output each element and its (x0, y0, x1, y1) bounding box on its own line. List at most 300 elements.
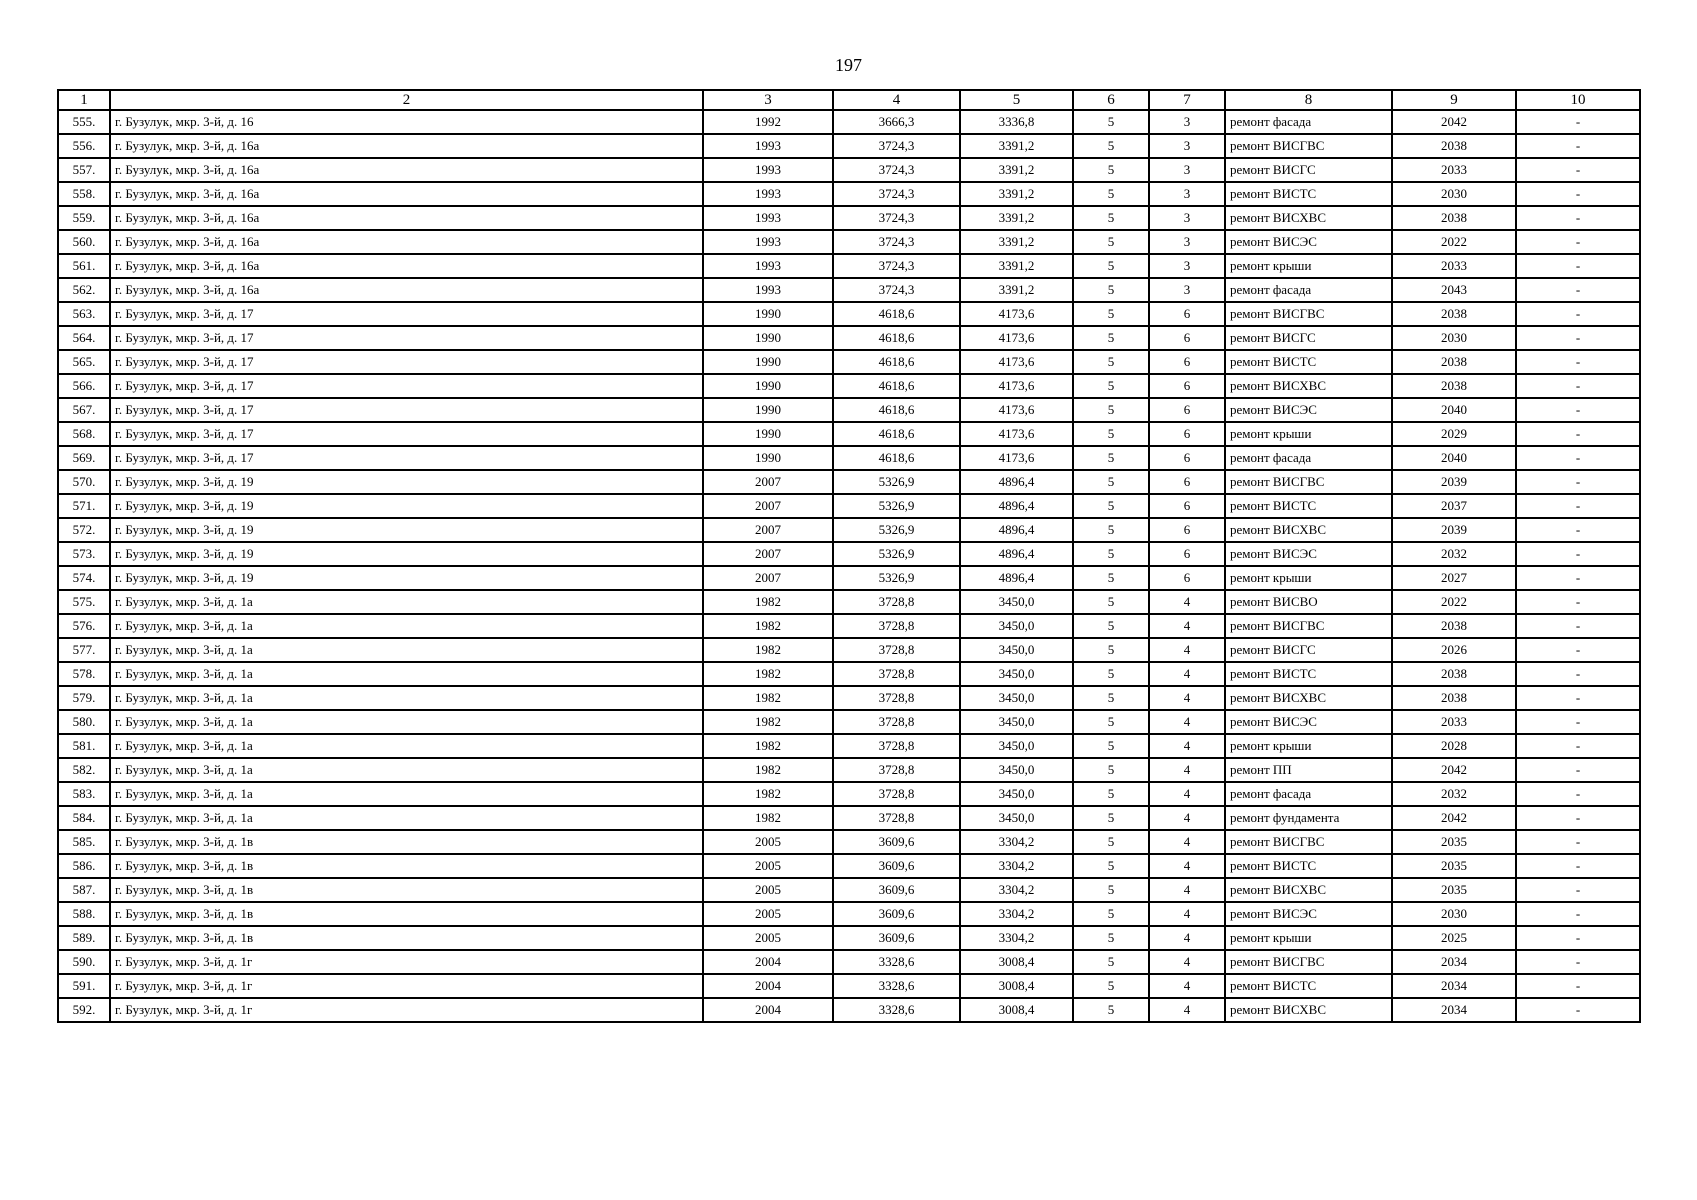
cell-note: - (1516, 710, 1640, 734)
cell-entrances: 6 (1149, 302, 1225, 326)
cell-note: - (1516, 110, 1640, 134)
cell-entrances: 4 (1149, 830, 1225, 854)
cell-living-area: 4173,6 (960, 374, 1073, 398)
column-header-1: 1 (58, 90, 110, 110)
cell-planned-year: 2038 (1392, 662, 1516, 686)
table-row (58, 182, 1640, 206)
cell-row-number: 555. (58, 110, 110, 134)
cell-entrances: 4 (1149, 734, 1225, 758)
cell-address: г. Бузулук, мкр. 3-й, д. 17 (110, 326, 703, 350)
table-row (58, 158, 1640, 182)
cell-living-area: 3450,0 (960, 638, 1073, 662)
cell-total-area: 5326,9 (833, 470, 960, 494)
cell-address: г. Бузулук, мкр. 3-й, д. 1в (110, 830, 703, 854)
cell-row-number: 590. (58, 950, 110, 974)
table-row (58, 614, 1640, 638)
cell-floors: 5 (1073, 302, 1149, 326)
table-row (58, 854, 1640, 878)
cell-construction-year: 2005 (703, 878, 833, 902)
cell-work-type: ремонт ВИСГВС (1225, 134, 1392, 158)
cell-entrances: 4 (1149, 590, 1225, 614)
cell-row-number: 577. (58, 638, 110, 662)
cell-address: г. Бузулук, мкр. 3-й, д. 19 (110, 542, 703, 566)
cell-note: - (1516, 254, 1640, 278)
cell-work-type: ремонт ВИСХВС (1225, 374, 1392, 398)
cell-work-type: ремонт ВИСХВС (1225, 686, 1392, 710)
cell-note: - (1516, 758, 1640, 782)
cell-work-type: ремонт ВИСГС (1225, 158, 1392, 182)
table-row (58, 254, 1640, 278)
table-row (58, 302, 1640, 326)
cell-row-number: 559. (58, 206, 110, 230)
cell-work-type: ремонт фасада (1225, 446, 1392, 470)
table-row (58, 374, 1640, 398)
cell-work-type: ремонт ВИСГВС (1225, 470, 1392, 494)
cell-work-type: ремонт фасада (1225, 782, 1392, 806)
cell-work-type: ремонт фасада (1225, 278, 1392, 302)
cell-entrances: 6 (1149, 326, 1225, 350)
cell-planned-year: 2038 (1392, 134, 1516, 158)
cell-total-area: 3728,8 (833, 614, 960, 638)
cell-work-type: ремонт ВИСЭС (1225, 902, 1392, 926)
cell-living-area: 3391,2 (960, 230, 1073, 254)
cell-construction-year: 1990 (703, 350, 833, 374)
cell-work-type: ремонт ВИСХВС (1225, 998, 1392, 1022)
cell-total-area: 3609,6 (833, 902, 960, 926)
cell-total-area: 4618,6 (833, 398, 960, 422)
cell-entrances: 4 (1149, 998, 1225, 1022)
cell-planned-year: 2039 (1392, 518, 1516, 542)
cell-address: г. Бузулук, мкр. 3-й, д. 16а (110, 278, 703, 302)
cell-floors: 5 (1073, 398, 1149, 422)
cell-row-number: 591. (58, 974, 110, 998)
cell-total-area: 3609,6 (833, 878, 960, 902)
cell-planned-year: 2032 (1392, 542, 1516, 566)
table-row (58, 662, 1640, 686)
cell-total-area: 4618,6 (833, 350, 960, 374)
cell-total-area: 3728,8 (833, 782, 960, 806)
cell-work-type: ремонт ВИСЭС (1225, 398, 1392, 422)
cell-living-area: 3450,0 (960, 758, 1073, 782)
cell-work-type: ремонт ВИСГВС (1225, 614, 1392, 638)
cell-floors: 5 (1073, 182, 1149, 206)
cell-address: г. Бузулук, мкр. 3-й, д. 1а (110, 590, 703, 614)
cell-note: - (1516, 518, 1640, 542)
cell-work-type: ремонт фундамента (1225, 806, 1392, 830)
cell-note: - (1516, 542, 1640, 566)
cell-living-area: 4896,4 (960, 566, 1073, 590)
cell-floors: 5 (1073, 950, 1149, 974)
cell-address: г. Бузулук, мкр. 3-й, д. 1а (110, 710, 703, 734)
cell-address: г. Бузулук, мкр. 3-й, д. 1а (110, 734, 703, 758)
cell-living-area: 4896,4 (960, 470, 1073, 494)
cell-planned-year: 2039 (1392, 470, 1516, 494)
cell-floors: 5 (1073, 206, 1149, 230)
cell-floors: 5 (1073, 998, 1149, 1022)
cell-note: - (1516, 302, 1640, 326)
table-row (58, 350, 1640, 374)
cell-address: г. Бузулук, мкр. 3-й, д. 19 (110, 470, 703, 494)
cell-note: - (1516, 134, 1640, 158)
table-row (58, 830, 1640, 854)
cell-entrances: 4 (1149, 926, 1225, 950)
cell-note: - (1516, 662, 1640, 686)
cell-total-area: 3728,8 (833, 686, 960, 710)
cell-living-area: 3008,4 (960, 950, 1073, 974)
cell-planned-year: 2033 (1392, 710, 1516, 734)
cell-planned-year: 2034 (1392, 998, 1516, 1022)
cell-entrances: 4 (1149, 686, 1225, 710)
cell-address: г. Бузулук, мкр. 3-й, д. 16а (110, 134, 703, 158)
cell-row-number: 580. (58, 710, 110, 734)
table-row (58, 278, 1640, 302)
cell-floors: 5 (1073, 902, 1149, 926)
cell-living-area: 3008,4 (960, 974, 1073, 998)
cell-address: г. Бузулук, мкр. 3-й, д. 1а (110, 806, 703, 830)
cell-total-area: 3724,3 (833, 206, 960, 230)
cell-total-area: 3328,6 (833, 974, 960, 998)
cell-planned-year: 2032 (1392, 782, 1516, 806)
cell-note: - (1516, 902, 1640, 926)
column-header-8: 8 (1225, 90, 1392, 110)
cell-note: - (1516, 974, 1640, 998)
column-header-4: 4 (833, 90, 960, 110)
cell-entrances: 3 (1149, 158, 1225, 182)
column-header-7: 7 (1149, 90, 1225, 110)
cell-entrances: 4 (1149, 950, 1225, 974)
cell-floors: 5 (1073, 470, 1149, 494)
cell-entrances: 4 (1149, 806, 1225, 830)
cell-floors: 5 (1073, 638, 1149, 662)
cell-planned-year: 2022 (1392, 230, 1516, 254)
cell-row-number: 576. (58, 614, 110, 638)
cell-row-number: 585. (58, 830, 110, 854)
cell-construction-year: 1982 (703, 638, 833, 662)
cell-entrances: 4 (1149, 878, 1225, 902)
cell-total-area: 3609,6 (833, 854, 960, 878)
cell-entrances: 3 (1149, 230, 1225, 254)
page-number: 197 (835, 55, 862, 75)
cell-floors: 5 (1073, 518, 1149, 542)
cell-construction-year: 2005 (703, 854, 833, 878)
cell-note: - (1516, 470, 1640, 494)
cell-total-area: 4618,6 (833, 326, 960, 350)
cell-row-number: 565. (58, 350, 110, 374)
cell-address: г. Бузулук, мкр. 3-й, д. 16а (110, 158, 703, 182)
table-row (58, 734, 1640, 758)
cell-living-area: 3304,2 (960, 830, 1073, 854)
cell-note: - (1516, 326, 1640, 350)
cell-work-type: ремонт крыши (1225, 566, 1392, 590)
cell-entrances: 4 (1149, 854, 1225, 878)
cell-floors: 5 (1073, 110, 1149, 134)
cell-address: г. Бузулук, мкр. 3-й, д. 1в (110, 926, 703, 950)
cell-note: - (1516, 854, 1640, 878)
table-row (58, 590, 1640, 614)
table-row (58, 446, 1640, 470)
table-row (58, 686, 1640, 710)
cell-living-area: 3008,4 (960, 998, 1073, 1022)
cell-construction-year: 1982 (703, 806, 833, 830)
cell-planned-year: 2033 (1392, 158, 1516, 182)
cell-floors: 5 (1073, 806, 1149, 830)
cell-row-number: 575. (58, 590, 110, 614)
cell-total-area: 3328,6 (833, 950, 960, 974)
cell-row-number: 562. (58, 278, 110, 302)
cell-planned-year: 2042 (1392, 110, 1516, 134)
cell-construction-year: 1993 (703, 278, 833, 302)
cell-living-area: 3450,0 (960, 686, 1073, 710)
cell-floors: 5 (1073, 446, 1149, 470)
cell-total-area: 3728,8 (833, 758, 960, 782)
cell-address: г. Бузулук, мкр. 3-й, д. 1а (110, 638, 703, 662)
table-row (58, 134, 1640, 158)
cell-work-type: ремонт ВИСВО (1225, 590, 1392, 614)
cell-planned-year: 2040 (1392, 398, 1516, 422)
cell-floors: 5 (1073, 326, 1149, 350)
cell-note: - (1516, 278, 1640, 302)
cell-planned-year: 2038 (1392, 206, 1516, 230)
cell-row-number: 558. (58, 182, 110, 206)
cell-note: - (1516, 926, 1640, 950)
cell-note: - (1516, 374, 1640, 398)
table-row (58, 494, 1640, 518)
cell-total-area: 3728,8 (833, 638, 960, 662)
cell-note: - (1516, 686, 1640, 710)
cell-floors: 5 (1073, 254, 1149, 278)
table-row (58, 998, 1640, 1022)
cell-address: г. Бузулук, мкр. 3-й, д. 17 (110, 350, 703, 374)
cell-note: - (1516, 230, 1640, 254)
table-row (58, 518, 1640, 542)
cell-construction-year: 1982 (703, 734, 833, 758)
cell-living-area: 4896,4 (960, 518, 1073, 542)
cell-entrances: 3 (1149, 182, 1225, 206)
column-header-5: 5 (960, 90, 1073, 110)
cell-row-number: 571. (58, 494, 110, 518)
cell-construction-year: 1990 (703, 374, 833, 398)
cell-floors: 5 (1073, 878, 1149, 902)
cell-row-number: 572. (58, 518, 110, 542)
cell-row-number: 573. (58, 542, 110, 566)
cell-row-number: 587. (58, 878, 110, 902)
cell-total-area: 3666,3 (833, 110, 960, 134)
table-row (58, 470, 1640, 494)
cell-row-number: 574. (58, 566, 110, 590)
cell-planned-year: 2042 (1392, 758, 1516, 782)
cell-note: - (1516, 350, 1640, 374)
cell-work-type: ремонт ВИСХВС (1225, 206, 1392, 230)
cell-note: - (1516, 614, 1640, 638)
cell-row-number: 566. (58, 374, 110, 398)
cell-planned-year: 2022 (1392, 590, 1516, 614)
cell-planned-year: 2040 (1392, 446, 1516, 470)
cell-row-number: 588. (58, 902, 110, 926)
table-row (58, 758, 1640, 782)
cell-address: г. Бузулук, мкр. 3-й, д. 17 (110, 398, 703, 422)
cell-planned-year: 2030 (1392, 182, 1516, 206)
table-row (58, 926, 1640, 950)
cell-construction-year: 2004 (703, 950, 833, 974)
cell-note: - (1516, 182, 1640, 206)
cell-address: г. Бузулук, мкр. 3-й, д. 1в (110, 854, 703, 878)
cell-entrances: 4 (1149, 614, 1225, 638)
cell-living-area: 3391,2 (960, 278, 1073, 302)
cell-work-type: ремонт ВИСТС (1225, 854, 1392, 878)
cell-construction-year: 2005 (703, 830, 833, 854)
cell-floors: 5 (1073, 566, 1149, 590)
cell-planned-year: 2034 (1392, 974, 1516, 998)
cell-construction-year: 1990 (703, 422, 833, 446)
cell-total-area: 3728,8 (833, 662, 960, 686)
cell-planned-year: 2038 (1392, 686, 1516, 710)
cell-note: - (1516, 422, 1640, 446)
cell-address: г. Бузулук, мкр. 3-й, д. 16 (110, 110, 703, 134)
cell-entrances: 3 (1149, 206, 1225, 230)
cell-living-area: 4173,6 (960, 446, 1073, 470)
cell-address: г. Бузулук, мкр. 3-й, д. 1г (110, 998, 703, 1022)
cell-living-area: 4173,6 (960, 326, 1073, 350)
cell-construction-year: 1990 (703, 302, 833, 326)
cell-planned-year: 2034 (1392, 950, 1516, 974)
cell-floors: 5 (1073, 734, 1149, 758)
cell-address: г. Бузулук, мкр. 3-й, д. 1в (110, 878, 703, 902)
cell-row-number: 560. (58, 230, 110, 254)
cell-planned-year: 2035 (1392, 830, 1516, 854)
cell-note: - (1516, 830, 1640, 854)
cell-living-area: 3336,8 (960, 110, 1073, 134)
cell-note: - (1516, 806, 1640, 830)
cell-entrances: 6 (1149, 398, 1225, 422)
cell-entrances: 3 (1149, 254, 1225, 278)
cell-entrances: 4 (1149, 638, 1225, 662)
column-header-6: 6 (1073, 90, 1149, 110)
cell-entrances: 6 (1149, 470, 1225, 494)
cell-address: г. Бузулук, мкр. 3-й, д. 17 (110, 446, 703, 470)
cell-construction-year: 1993 (703, 134, 833, 158)
table-row (58, 110, 1640, 134)
cell-note: - (1516, 446, 1640, 470)
cell-address: г. Бузулук, мкр. 3-й, д. 16а (110, 206, 703, 230)
cell-total-area: 5326,9 (833, 494, 960, 518)
cell-entrances: 6 (1149, 518, 1225, 542)
cell-construction-year: 1982 (703, 686, 833, 710)
cell-address: г. Бузулук, мкр. 3-й, д. 1а (110, 614, 703, 638)
cell-living-area: 3304,2 (960, 854, 1073, 878)
cell-note: - (1516, 734, 1640, 758)
cell-work-type: ремонт ВИСЭС (1225, 542, 1392, 566)
cell-total-area: 4618,6 (833, 422, 960, 446)
cell-living-area: 3450,0 (960, 710, 1073, 734)
cell-construction-year: 2007 (703, 470, 833, 494)
cell-note: - (1516, 590, 1640, 614)
cell-address: г. Бузулук, мкр. 3-й, д. 16а (110, 182, 703, 206)
cell-work-type: ремонт ВИСТС (1225, 662, 1392, 686)
cell-total-area: 3724,3 (833, 158, 960, 182)
cell-planned-year: 2026 (1392, 638, 1516, 662)
cell-address: г. Бузулук, мкр. 3-й, д. 1а (110, 662, 703, 686)
cell-entrances: 3 (1149, 134, 1225, 158)
cell-entrances: 6 (1149, 422, 1225, 446)
cell-entrances: 6 (1149, 566, 1225, 590)
cell-planned-year: 2028 (1392, 734, 1516, 758)
cell-address: г. Бузулук, мкр. 3-й, д. 1г (110, 950, 703, 974)
cell-floors: 5 (1073, 134, 1149, 158)
cell-planned-year: 2035 (1392, 854, 1516, 878)
cell-row-number: 578. (58, 662, 110, 686)
cell-construction-year: 1982 (703, 614, 833, 638)
cell-work-type: ремонт ВИСГС (1225, 326, 1392, 350)
cell-construction-year: 2007 (703, 542, 833, 566)
cell-row-number: 563. (58, 302, 110, 326)
cell-planned-year: 2025 (1392, 926, 1516, 950)
cell-planned-year: 2043 (1392, 278, 1516, 302)
cell-entrances: 3 (1149, 278, 1225, 302)
cell-living-area: 3391,2 (960, 158, 1073, 182)
cell-row-number: 586. (58, 854, 110, 878)
cell-entrances: 6 (1149, 542, 1225, 566)
cell-planned-year: 2029 (1392, 422, 1516, 446)
cell-work-type: ремонт фасада (1225, 110, 1392, 134)
cell-planned-year: 2038 (1392, 302, 1516, 326)
cell-row-number: 561. (58, 254, 110, 278)
cell-row-number: 589. (58, 926, 110, 950)
cell-floors: 5 (1073, 422, 1149, 446)
cell-note: - (1516, 566, 1640, 590)
cell-construction-year: 1990 (703, 398, 833, 422)
cell-floors: 5 (1073, 758, 1149, 782)
cell-total-area: 3728,8 (833, 734, 960, 758)
table-row (58, 566, 1640, 590)
cell-floors: 5 (1073, 230, 1149, 254)
cell-living-area: 3304,2 (960, 926, 1073, 950)
cell-address: г. Бузулук, мкр. 3-й, д. 1г (110, 974, 703, 998)
cell-construction-year: 1982 (703, 662, 833, 686)
cell-entrances: 4 (1149, 902, 1225, 926)
cell-row-number: 556. (58, 134, 110, 158)
cell-entrances: 4 (1149, 710, 1225, 734)
cell-work-type: ремонт ВИСГВС (1225, 830, 1392, 854)
cell-row-number: 570. (58, 470, 110, 494)
cell-living-area: 3304,2 (960, 878, 1073, 902)
cell-address: г. Бузулук, мкр. 3-й, д. 19 (110, 494, 703, 518)
cell-planned-year: 2038 (1392, 350, 1516, 374)
cell-construction-year: 2007 (703, 566, 833, 590)
cell-work-type: ремонт ВИСГВС (1225, 302, 1392, 326)
cell-entrances: 4 (1149, 758, 1225, 782)
cell-total-area: 3728,8 (833, 710, 960, 734)
cell-note: - (1516, 638, 1640, 662)
cell-work-type: ремонт крыши (1225, 254, 1392, 278)
cell-row-number: 568. (58, 422, 110, 446)
cell-floors: 5 (1073, 494, 1149, 518)
cell-total-area: 5326,9 (833, 542, 960, 566)
cell-work-type: ремонт ВИСГВС (1225, 950, 1392, 974)
cell-construction-year: 2007 (703, 518, 833, 542)
cell-living-area: 4173,6 (960, 422, 1073, 446)
cell-total-area: 4618,6 (833, 446, 960, 470)
column-header-2: 2 (110, 90, 703, 110)
cell-work-type: ремонт ВИСТС (1225, 974, 1392, 998)
table-body (58, 110, 1640, 1022)
cell-total-area: 5326,9 (833, 518, 960, 542)
cell-planned-year: 2030 (1392, 326, 1516, 350)
cell-floors: 5 (1073, 926, 1149, 950)
cell-work-type: ремонт ВИСХВС (1225, 518, 1392, 542)
cell-floors: 5 (1073, 710, 1149, 734)
cell-row-number: 564. (58, 326, 110, 350)
cell-construction-year: 1993 (703, 158, 833, 182)
